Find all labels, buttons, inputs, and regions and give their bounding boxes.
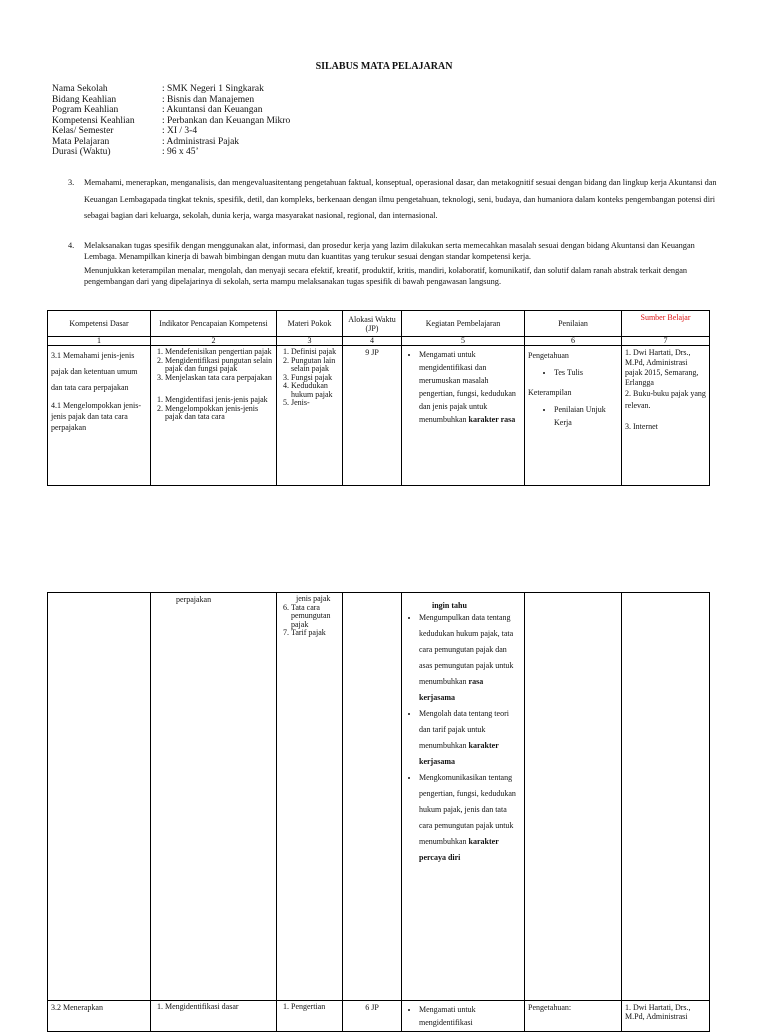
indikator-cell: 1. Mengidentifikasi dasar — [151, 1001, 277, 1032]
kegiatan-cell: • Mengamati untuk mengidentifikasi — [402, 1001, 525, 1032]
ki-3-text: Memahami, menerapkan, menganalisis, dan mengevaluasitentang pengetahuan faktual, konseptual, operasional dasar, dan metakognitif sesuai dengan bidang dan lingkup kerja Akuntansi dan Keuangan Lembagapada tingkat teknis, spesifik, detil, dan kompleks, berkenaan dengan ilmu pengetahuan, teknologi, seni, budaya, dan humaniora dalam konteks pengembangan potensi diri sebagai bagian dari keluarga, sekolah, dunia kerja, warga masyarakat nasional, regional, dan internasional. — [84, 178, 717, 220]
kd-cell: 3.1 Memahami jenis-jenis pajak dan ketentuan umum dan tata cara perpajakan 4.1 Mengelompokkan jenis-jenis pajak dan tata cara perpajakan — [48, 346, 151, 486]
kd-cell: 3.2 Menerapkan — [48, 1001, 151, 1032]
table-header-row — [48, 311, 710, 337]
column-number-row: 1 2 3 4 5 6 7 — [48, 337, 710, 346]
info-row: Bidang Keahlian : Bisnis dan Manajemen — [52, 94, 255, 105]
sumber-cell: 1. Dwi Hartati, Drs., M.Pd, Administrasi — [622, 1001, 710, 1032]
col-header: Materi Pokok — [277, 311, 343, 337]
materi-cell: 1. Definisi pajak 2. Pungutan lain selain pajak 3. Fungsi pajak 4. Kedudukan hukum pajak 5. Jenis- — [277, 346, 343, 486]
sumber-cell: 1. Dwi Hartati, Drs., M.Pd, Administrasi pajak 2015, Semarang, Erlangga 2. Buku-buku pajak yang relevan. 3. Internet — [622, 346, 710, 486]
materi-cell: jenis pajak 6. Tata cara pemungutan pajak 7. Tarif pajak — [277, 593, 343, 1001]
alokasi-cell: 9 JP — [343, 346, 402, 486]
penilaian-cell: Pengetahuan • Tes Tulis Keterampilan • Penilaian Unjuk Kerja — [525, 346, 622, 486]
table-row — [48, 1001, 710, 1032]
ki-4-text: Melaksanakan tugas spesifik dengan menggunakan alat, informasi, dan prosedur kerja yang lazim dilakukan serta memecahkan masalah sesuai dengan bidang Akuntansi dan Keuangan Lembaga. Menampilkan kinerja di bawah bimbingan dengan mutu dan kuantitas yang terukur sesuai dengan standar kompetensi kerja. — [84, 241, 695, 261]
info-row: Pogram Keahlian : Akuntansi dan Keuangan — [52, 105, 263, 115]
col-header: Penilaian — [525, 311, 622, 337]
materi-cell: 1. Pengertian — [277, 1001, 343, 1032]
col-header: Sumber Belajar — [622, 311, 710, 337]
kegiatan-cell: ingin tahu • Mengumpulkan data tentang kedudukan hukum pajak, tata cara pemungutan pajak dan asas pemungutan pajak untuk menumbuhkan rasa kerjasama • Mengolah data tentang teori dan tarif pajak untuk menumbuhkan karakter kerjasama • Mengkomunikasikan tentang pengertian, fungsi, kedudukan hukum pajak, jenis dan tata cara pemungutan pajak untuk menumbuhkan karakter percaya diri — [402, 593, 525, 1001]
doc-title: SILABUS MATA PELAJARAN — [315, 61, 453, 72]
syllabus-table — [47, 310, 710, 486]
col-header: Alokasi Waktu (JP) — [343, 311, 402, 337]
table-row — [48, 593, 710, 1001]
indikator-cell: perpajakan — [151, 593, 277, 1001]
penilaian-cell: Pengetahuan: — [525, 1001, 622, 1032]
info-row: Durasi (Waktu) : 96 x 45’ — [52, 147, 199, 157]
ki-4b-text: Menunjukkan keterampilan menalar, mengolah, dan menyaji secara efektif, kreatif, produktif, kritis, mandiri, kolaboratif, komunikatif, dan solutif dalam ranah abstrak terkait dengan pengembangan dari yang dipelajarinya di sekolah, serta mampu melaksanakan tugas spesifik di bawah pengawasan langsung. — [84, 266, 688, 286]
info-row: Kompetensi Keahlian : Perbankan dan Keuangan Mikro — [52, 115, 291, 126]
col-header: Kompetensi Dasar — [48, 311, 151, 337]
alokasi-cell: 6 JP — [343, 1001, 402, 1032]
indikator-cell: 1. Mendefenisikan pengertian pajak 2. Mengidentifikasi pungutan selain pajak dan fungsi pajak 3. Menjelaskan tata cara perpajakan 1. Mengidentifasi jenis-jenis pajak 2. Mengelompokkan jenis-jenis pajak dan tata cara — [151, 346, 277, 486]
table-row — [48, 346, 710, 486]
kegiatan-cell: • Mengamati untuk mengidentifikasi dan merumuskan masalah pengertian, fungsi, kedudukan dan jenis pajak untuk menumbuhkan karakter rasa — [402, 346, 525, 486]
syllabus-table-continued — [47, 592, 710, 1032]
col-header: Kegiatan Pembelajaran — [402, 311, 525, 337]
school-info — [52, 84, 290, 158]
info-row: Nama Sekolah : SMK Negeri 1 Singkarak — [52, 84, 264, 94]
col-header: Indikator Pencapaian Kompetensi — [151, 311, 277, 337]
info-row: Mata Pelajaran : Administrasi Pajak — [52, 136, 240, 147]
info-row: Kelas/ Semester : XI / 3-4 — [52, 126, 198, 136]
